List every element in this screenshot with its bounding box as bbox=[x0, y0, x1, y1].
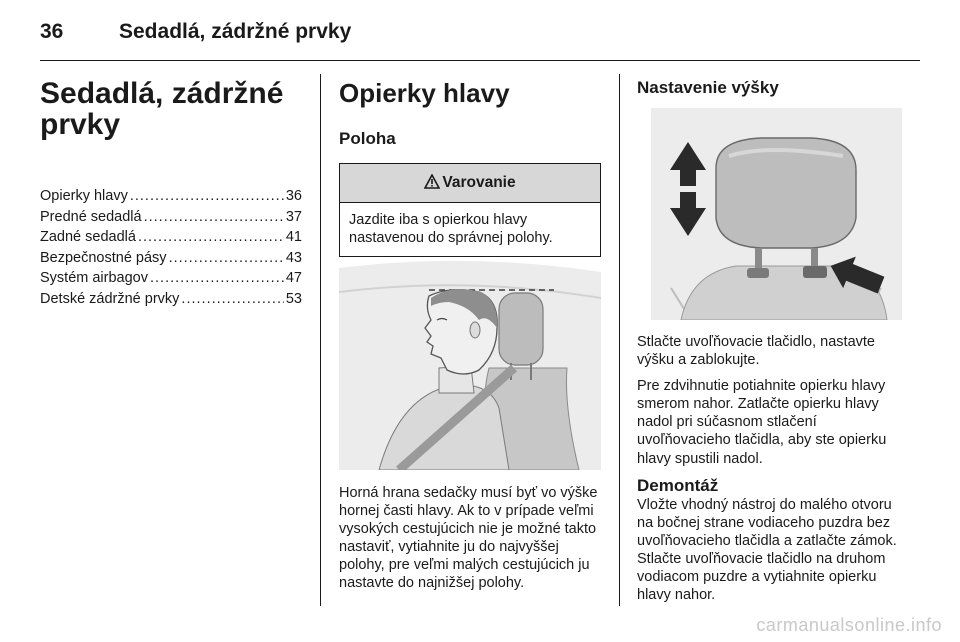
page-header bbox=[40, 14, 920, 46]
headrest-position-illustration bbox=[339, 258, 601, 470]
running-title: Sedadlá, zádržné prvky bbox=[119, 20, 352, 43]
toc-leader-dots bbox=[181, 289, 283, 310]
toc-page-number: 43 bbox=[285, 249, 302, 266]
toc-page-number: 53 bbox=[285, 290, 302, 307]
height-adjustment-text bbox=[637, 333, 903, 612]
paragraph-release-button: Stlačte uvoľňovacie tlačidlo, nastavte výšku a zablokujte. bbox=[637, 334, 875, 369]
warning-body: Jazdite iba s opierkou hlavy nastavenou do správnej polohy. bbox=[349, 212, 553, 246]
paragraph-removal: Vložte vhodný nástroj do malého otvoru na bočnej strane vodiaceho puzdra bez uvoľňovacieho tlačidla a zatlačte zámok. Stlačte uvoľňovacie tlačidlo na druhom vodiacom puzdre a vytiahnite opierku hlavy nahor. bbox=[637, 496, 897, 604]
toc-leader-dots bbox=[130, 186, 284, 207]
toc-entry[interactable] bbox=[40, 248, 302, 269]
toc-entry[interactable] bbox=[40, 268, 302, 289]
toc-leader-dots bbox=[150, 268, 284, 289]
toc-label: Opierky hlavy bbox=[40, 188, 128, 204]
toc-label: Zadné sedadlá bbox=[40, 229, 136, 245]
middle-column bbox=[339, 78, 601, 257]
chapter-title-line-1: Sedadlá, zádržné bbox=[40, 77, 284, 110]
chapter-title bbox=[40, 78, 302, 140]
toc-label: Predné sedadlá bbox=[40, 208, 142, 225]
warning-header bbox=[340, 164, 600, 203]
toc-page-number: 41 bbox=[285, 229, 302, 245]
subheading-position: Poloha bbox=[339, 129, 396, 148]
headrest-adjustment-illustration bbox=[651, 108, 902, 320]
toc-label: Systém airbagov bbox=[40, 270, 148, 286]
subheading-height-adjustment: Nastavenie výšky bbox=[637, 78, 779, 97]
toc-leader-dots bbox=[138, 227, 284, 248]
headrest-position-text: Horná hrana sedačky musí byť vo výške hornej časti hlavy. Ak to v prípade veľmi vysokých cestujúcich nie je možné takto nastaviť, vytiahnite ju do najvyššej polohy, pre veľmi malých cestujúcich ju nastavte do najnižšej polohy. bbox=[339, 485, 598, 592]
subheading-removal: Demontáž bbox=[637, 475, 719, 495]
header-rule bbox=[40, 60, 920, 61]
toc-page-number: 37 bbox=[285, 208, 302, 225]
toc-entry[interactable] bbox=[40, 289, 302, 310]
toc-page-number: 36 bbox=[285, 188, 302, 204]
page-number: 36 bbox=[40, 20, 64, 43]
warning-triangle-icon bbox=[424, 174, 440, 193]
toc-label: Detské zádržné prvky bbox=[40, 290, 180, 307]
toc-leader-dots bbox=[144, 207, 284, 228]
right-column bbox=[637, 78, 903, 112]
paragraph-raise-lower: Pre zdvihnutie potiahnite opierku hlavy smerom nahor. Zatlačte opierku hlavy nadol pri súčasnom stlačení uvoľňovacieho tlačidla, aby ste opierku hlavy spustili nadol. bbox=[637, 378, 887, 467]
toc-leader-dots bbox=[169, 248, 284, 269]
chapter-title-line-2: prvky bbox=[40, 108, 121, 141]
toc-entry[interactable] bbox=[40, 207, 302, 228]
column-divider-2 bbox=[619, 74, 620, 606]
left-column bbox=[40, 78, 302, 309]
toc-page-number: 47 bbox=[285, 270, 302, 286]
warning-title: Varovanie bbox=[442, 174, 516, 191]
watermark: carmanualsonline.info bbox=[756, 615, 942, 635]
section-title: Opierky hlavy bbox=[339, 78, 510, 108]
table-of-contents bbox=[40, 186, 302, 309]
column-divider-1 bbox=[320, 74, 321, 606]
toc-label: Bezpečnostné pásy bbox=[40, 249, 167, 266]
toc-entry[interactable] bbox=[40, 186, 302, 207]
warning-box bbox=[339, 163, 601, 257]
toc-entry[interactable] bbox=[40, 227, 302, 248]
